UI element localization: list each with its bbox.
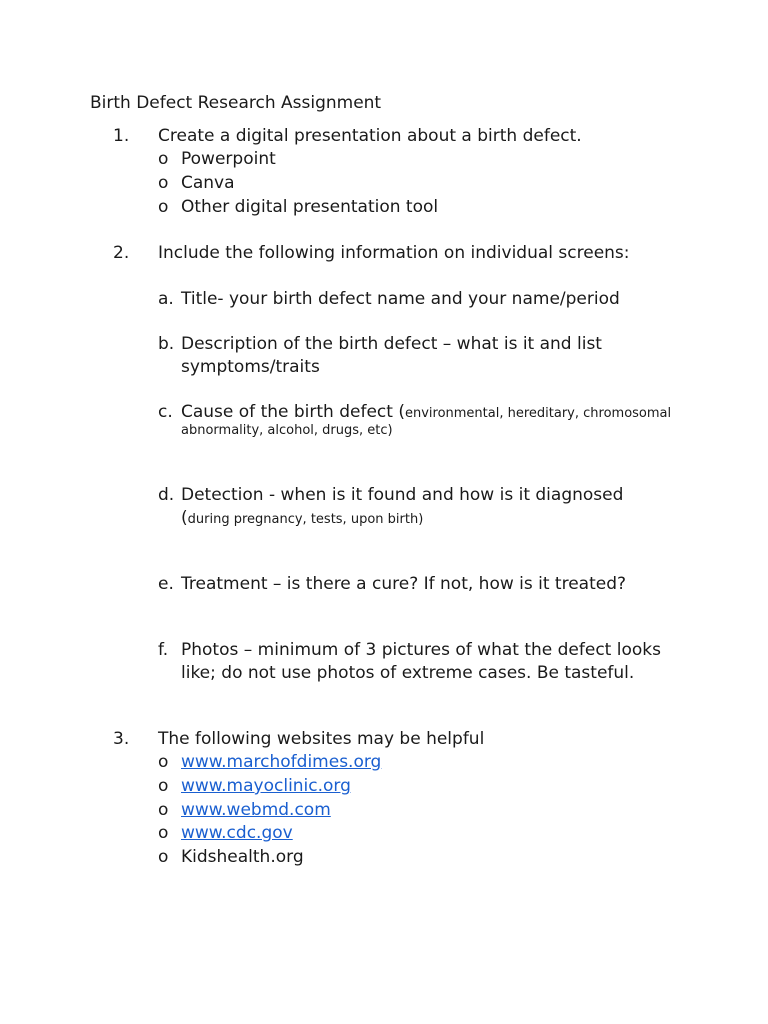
- document-title: Birth Defect Research Assignment: [90, 93, 382, 113]
- subitem-d-paren: (: [181, 508, 188, 528]
- subitem-d-line1: Detection - when is it found and how is it diagnosed: [181, 485, 624, 505]
- subitem-f-line2: like; do not use photos of extreme cases. Be tasteful.: [181, 663, 635, 683]
- subitem-c-note2: abnormality, alcohol, drugs, etc): [181, 423, 393, 438]
- subitem-a-text: Title- your birth defect name and your name/period: [181, 289, 620, 309]
- subitem-letter: b.: [158, 334, 175, 354]
- link-cdc[interactable]: www.cdc.gov: [181, 823, 293, 843]
- bullet-marker: o: [158, 847, 169, 867]
- link-webmd[interactable]: www.webmd.com: [181, 800, 331, 820]
- bullet-marker: o: [158, 800, 169, 820]
- subitem-b-line1: Description of the birth defect – what is it and list: [181, 334, 602, 354]
- bullet-marker: o: [158, 173, 169, 193]
- bullet-other-tool: Other digital presentation tool: [181, 197, 439, 217]
- subitem-letter: c.: [158, 402, 173, 422]
- item-2-number: 2.: [113, 243, 130, 263]
- bullet-powerpoint: Powerpoint: [181, 149, 276, 169]
- bullet-marker: o: [158, 823, 169, 843]
- bullet-marker: o: [158, 197, 169, 217]
- link-mayoclinic[interactable]: www.mayoclinic.org: [181, 776, 351, 796]
- item-2-text: Include the following information on individual screens:: [158, 243, 630, 263]
- subitem-f-line1: Photos – minimum of 3 pictures of what the defect looks: [181, 640, 661, 660]
- subitem-c-text: Cause of the birth defect (: [181, 402, 405, 422]
- subitem-letter: e.: [158, 574, 174, 594]
- bullet-marker: o: [158, 776, 169, 796]
- item-3-text: The following websites may be helpful: [158, 729, 485, 749]
- bullet-marker: o: [158, 752, 169, 772]
- bullet-kidshealth: Kidshealth.org: [181, 847, 304, 867]
- link-marchofdimes[interactable]: www.marchofdimes.org: [181, 752, 382, 772]
- item-1-text: Create a digital presentation about a birth defect.: [158, 126, 582, 146]
- bullet-canva: Canva: [181, 173, 235, 193]
- subitem-c-note1: environmental, hereditary, chromosomal: [404, 406, 672, 421]
- subitem-d-note: during pregnancy, tests, upon birth): [187, 512, 424, 527]
- subitem-letter: f.: [158, 640, 169, 660]
- item-1-number: 1.: [113, 126, 130, 146]
- subitem-letter: a.: [158, 289, 174, 309]
- item-3-number: 3.: [113, 729, 130, 749]
- subitem-d-line2: [181, 507, 423, 531]
- subitem-e-text: Treatment – is there a cure? If not, how is it treated?: [181, 574, 627, 594]
- bullet-marker: o: [158, 149, 169, 169]
- subitem-b-line2: symptoms/traits: [181, 357, 320, 377]
- subitem-letter: d.: [158, 485, 175, 505]
